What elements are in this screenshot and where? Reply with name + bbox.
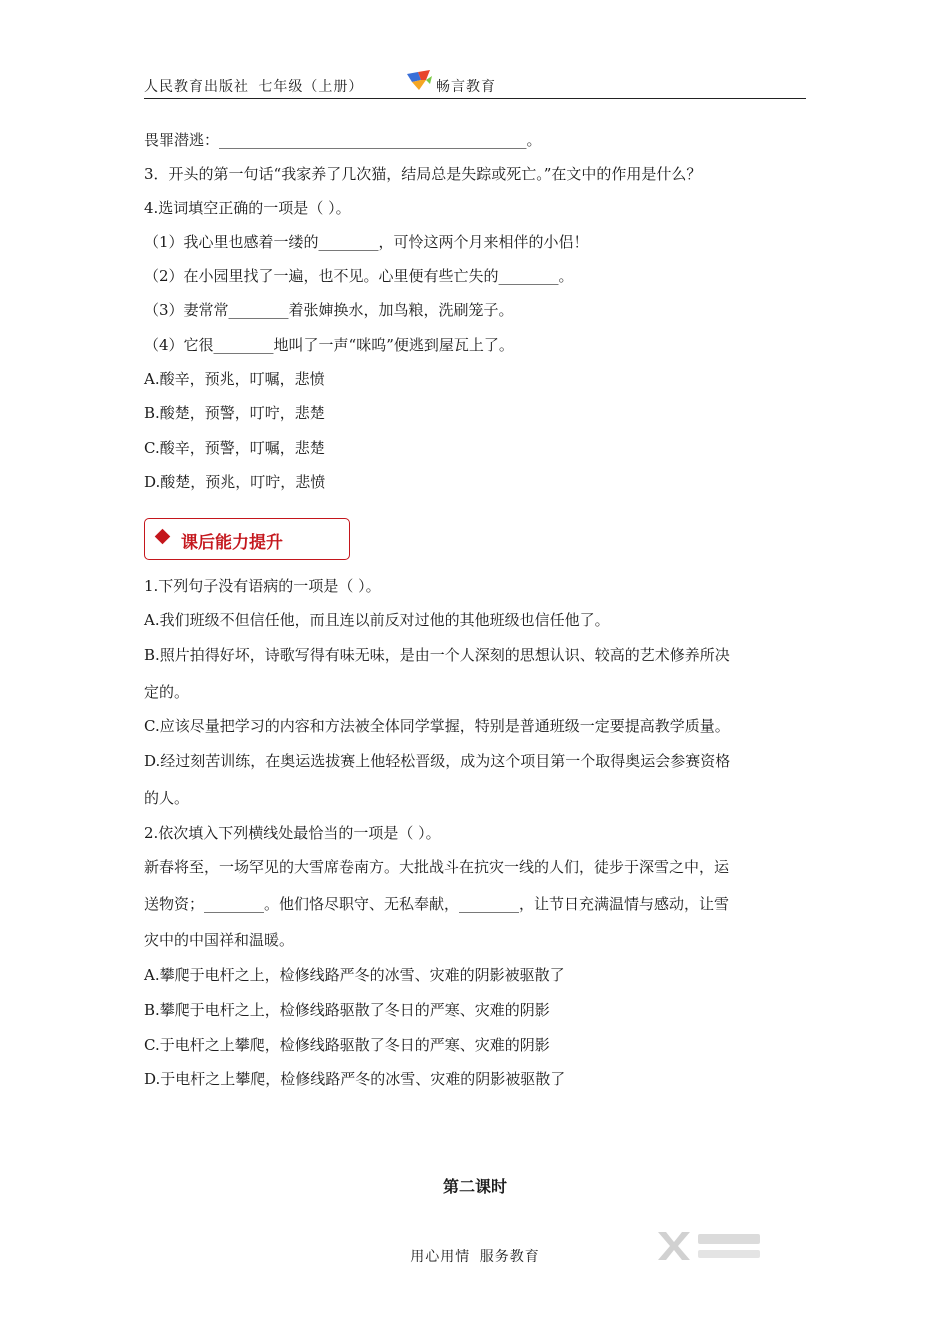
publisher-label: 人民教育出版社 七年级（上册） <box>144 79 364 95</box>
option-line: D.经过刻苦训练，在奥运选拔赛上他轻松晋级，成为这个项目第一个取得奥运会参赛资格 <box>144 752 731 770</box>
text-line: 定的。 <box>144 683 190 701</box>
text-line: 1.下列句子没有语病的一项是（ ）。 <box>144 577 381 595</box>
text-line: 2.依次填入下列横线处最恰当的一项是（ ）。 <box>144 824 441 842</box>
diamond-bullet-icon <box>155 529 171 545</box>
option-line: A.我们班级不但信任他，而且连以前反对过他的其他班级也信任他了。 <box>144 611 610 629</box>
text-line: （2）在小园里找了一遍，也不见。心里便有些亡失的________。 <box>144 267 574 285</box>
watermark-logo-icon <box>654 1226 774 1266</box>
option-line: C.酸辛，预警，叮嘱，悲楚 <box>144 439 325 457</box>
option-line: D.于电杆之上攀爬，检修线路严冬的冰雪、灾难的阴影被驱散了 <box>144 1070 566 1088</box>
option-line: C.应该尽量把学习的内容和方法被全体同学掌握，特别是普通班级一定要提高教学质量。 <box>144 717 730 735</box>
option-line: A.攀爬于电杆之上，检修线路严冬的冰雪、灾难的阴影被驱散了 <box>144 966 565 984</box>
section-heading-box <box>144 518 350 560</box>
text-line: 的人。 <box>144 789 190 807</box>
page-header <box>144 70 806 99</box>
text-line: 3．开头的第一句话“我家养了几次猫，结局总是失踪或死亡。”在文中的作用是什么？ <box>144 165 702 183</box>
text-line: 灾中的中国祥和温暖。 <box>144 931 295 949</box>
option-line: A.酸辛，预兆，叮嘱，悲愤 <box>144 370 325 388</box>
option-line: B.攀爬于电杆之上，检修线路驱散了冬日的严寒、灾难的阴影 <box>144 1001 550 1019</box>
page-footer: 用心用情 服务教育 <box>410 1249 540 1265</box>
text-line: 新春将至，一场罕见的大雪席卷南方。大批战斗在抗灾一线的人们，徒步于深雪之中，运 <box>144 858 730 876</box>
text-line: （3）妻常常________着张婶换水，加鸟粮，洗刷笼子。 <box>144 301 514 319</box>
brand-label: 畅言教育 <box>436 79 496 95</box>
option-line: B.照片拍得好坏，诗歌写得有味无味，是由一个人深刻的思想认识、较高的艺术修养所决 <box>144 646 730 664</box>
section-title: 课后能力提升 <box>181 533 283 553</box>
text-line: （1）我心里也感着一缕的________，可怜这两个月来相伴的小侣！ <box>144 233 589 251</box>
text-line: 送物资；________。他们恪尽职守、无私奉献，________，让节日充满温情与感动，让雪 <box>144 895 730 913</box>
option-line: D.酸楚，预兆，叮咛，悲愤 <box>144 473 326 491</box>
option-line: B.酸楚，预警，叮咛，悲楚 <box>144 404 325 422</box>
option-line: C.于电杆之上攀爬，检修线路驱散了冬日的严寒、灾难的阴影 <box>144 1036 550 1054</box>
bird-logo-icon <box>404 68 434 92</box>
text-line: （4）它很________地叫了一声“咪呜”便逃到屋瓦上了。 <box>144 336 514 354</box>
lesson-title: 第二课时 <box>442 1177 507 1196</box>
text-line: 4.选词填空正确的一项是（ ）。 <box>144 199 351 217</box>
text-line: 畏罪潜逃：_________________________________________。 <box>144 131 542 149</box>
